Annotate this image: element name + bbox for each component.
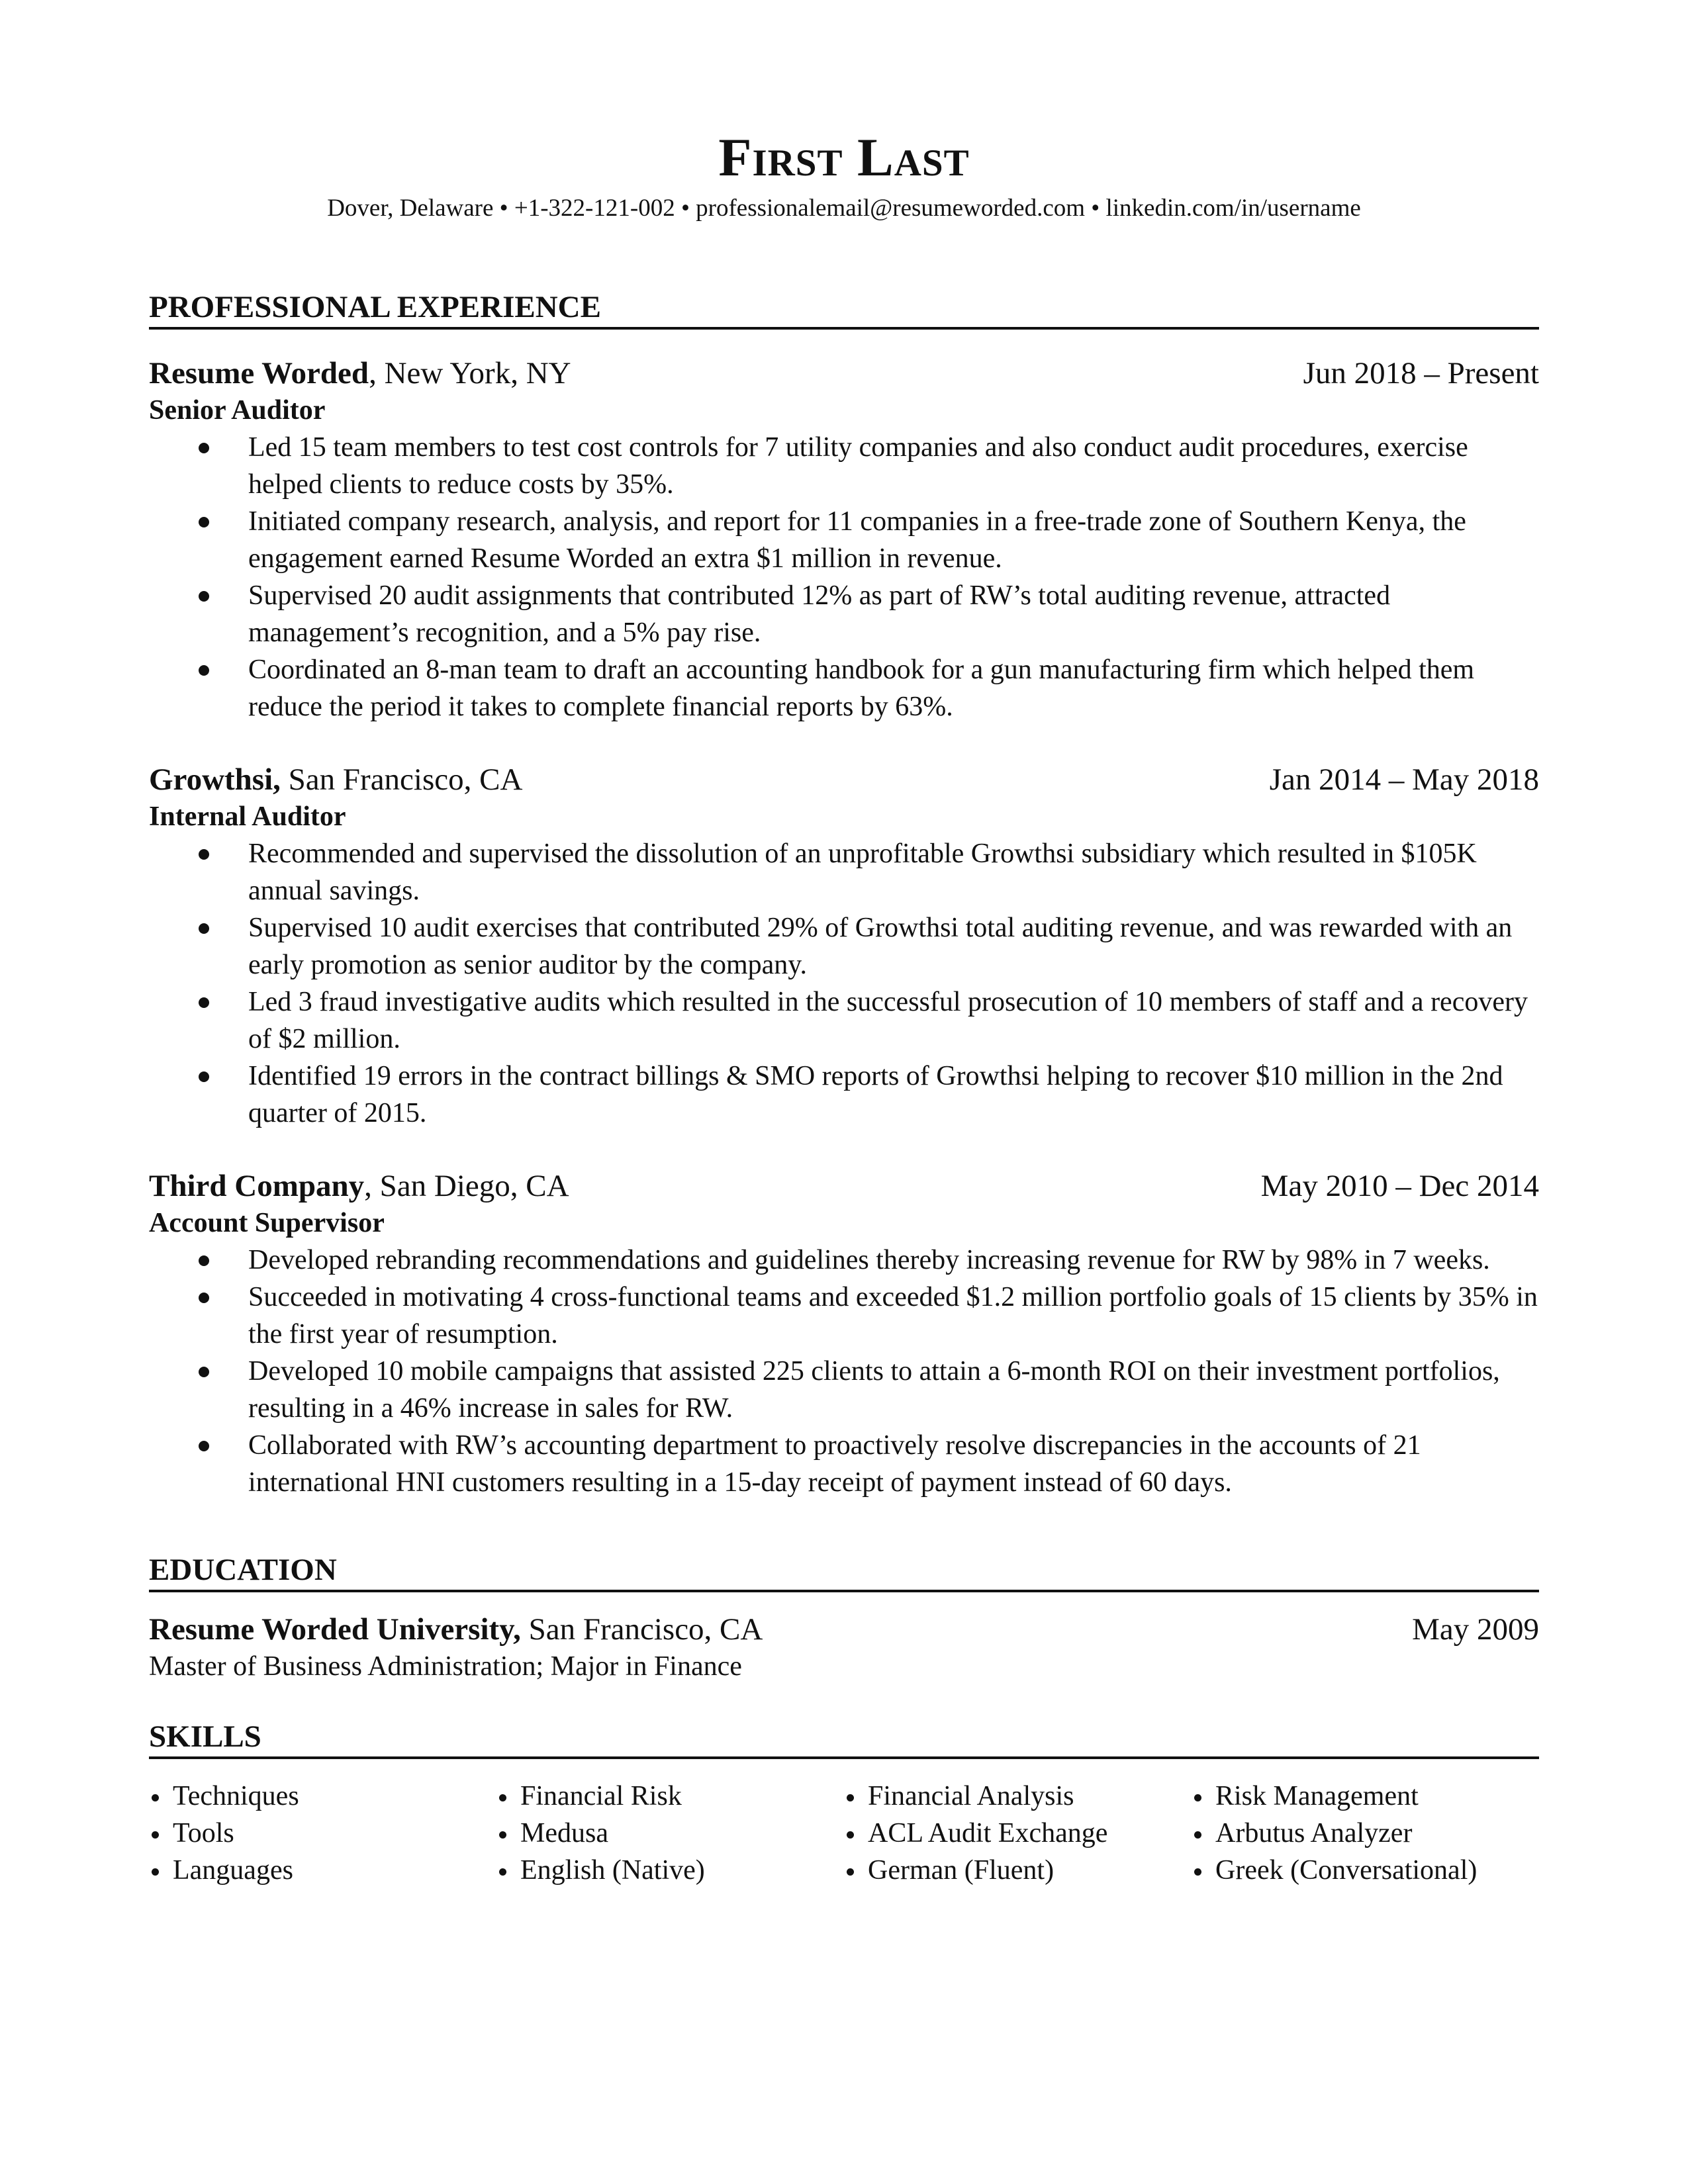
bullet-dot-icon	[199, 517, 209, 527]
job-location: San Francisco, CA	[280, 762, 523, 797]
bullet-dot-icon	[199, 1367, 209, 1377]
bullet-dot-icon	[152, 1831, 159, 1839]
job-bullets	[149, 429, 1539, 725]
resume-content	[149, 0, 1539, 1889]
bullet-dot-icon	[499, 1868, 506, 1876]
job-location: , New York, NY	[369, 356, 571, 390]
bullet-dot-icon	[1194, 1831, 1201, 1839]
experience-heading: PROFESSIONAL EXPERIENCE	[149, 289, 1539, 330]
skill-item	[844, 1852, 1192, 1889]
bullet-text: Succeeded in motivating 4 cross-functional teams and exceeded $1.2 million portfolio goals of 15 clients by 35% in the first year of resumption.	[248, 1282, 1538, 1349]
bullet-dot-icon	[499, 1794, 506, 1801]
job-bullet	[149, 651, 1539, 725]
job-header	[149, 761, 1539, 798]
bullet-dot-icon	[199, 1071, 209, 1082]
skill-item	[149, 1778, 496, 1815]
skill-text: Languages	[173, 1855, 293, 1886]
job-dates: Jun 2018 – Present	[1303, 356, 1539, 390]
job-bullet	[149, 1427, 1539, 1501]
bullet-dot-icon	[1194, 1868, 1201, 1876]
skills-column	[149, 1778, 496, 1889]
bullet-text: Collaborated with RW’s accounting department to proactively resolve discrepancies in the accounts of 21 international HNI customers resulting in a 15-day receipt of payment instead of 60 days.	[248, 1430, 1421, 1498]
bullet-text: Led 15 team members to test cost controls for 7 utility companies and also conduct audit procedures, exercise helped clients to reduce costs by 35%.	[248, 432, 1468, 500]
job-dates: Jan 2014 – May 2018	[1269, 762, 1539, 797]
job-company: Third Company	[149, 1169, 365, 1203]
bullet-dot-icon	[199, 849, 209, 860]
skills-column	[496, 1778, 844, 1889]
job-dates: May 2010 – Dec 2014	[1260, 1169, 1539, 1203]
education-header	[149, 1611, 1539, 1648]
skill-item	[496, 1852, 844, 1889]
skills-heading: SKILLS	[149, 1718, 1539, 1759]
skills-column	[1192, 1778, 1539, 1889]
education-location: San Francisco, CA	[520, 1612, 763, 1647]
skill-text: Risk Management	[1215, 1781, 1419, 1811]
skill-item	[496, 1815, 844, 1852]
bullet-text: Initiated company research, analysis, and report for 11 companies in a free-trade zone of Southern Kenya, the engagement earned Resume Worded an extra $1 million in revenue.	[248, 506, 1466, 574]
skill-text: English (Native)	[520, 1855, 705, 1886]
bullet-dot-icon	[847, 1794, 854, 1801]
job-header	[149, 1167, 1539, 1205]
skill-item	[1192, 1815, 1539, 1852]
bullet-dot-icon	[499, 1831, 506, 1839]
skill-text: German (Fluent)	[868, 1855, 1055, 1886]
job-bullet	[149, 429, 1539, 503]
skill-item	[149, 1815, 496, 1852]
candidate-name: First Last	[718, 127, 970, 187]
bullet-dot-icon	[199, 665, 209, 676]
job-entry	[149, 355, 1539, 725]
job-company-line	[149, 1167, 569, 1205]
skills-grid	[149, 1778, 1539, 1889]
bullet-dot-icon	[152, 1794, 159, 1801]
job-entry	[149, 761, 1539, 1132]
job-company: Resume Worded	[149, 356, 369, 390]
job-entry	[149, 1167, 1539, 1501]
education-section	[149, 1551, 1539, 1685]
bullet-dot-icon	[1194, 1794, 1201, 1801]
job-bullet	[149, 1353, 1539, 1427]
education-date: May 2009	[1412, 1612, 1539, 1647]
job-bullets	[149, 1242, 1539, 1501]
experience-section	[149, 289, 1539, 1501]
bullet-text: Supervised 20 audit assignments that contributed 12% as part of RW’s total auditing revenue, attracted management’s recognition, and a 5% pay rise.	[248, 580, 1391, 648]
bullet-text: Led 3 fraud investigative audits which resulted in the successful prosecution of 10 members of staff and a recovery of $2 million.	[248, 987, 1528, 1054]
skill-text: Greek (Conversational)	[1215, 1855, 1477, 1886]
contact-line: Dover, Delaware • +1-322-121-002 • professionalemail@resumeworded.com • linkedin.com/in/username	[327, 195, 1361, 222]
skill-item	[496, 1778, 844, 1815]
job-company-line	[149, 761, 522, 798]
job-role: Internal Auditor	[149, 801, 346, 832]
job-bullet	[149, 835, 1539, 909]
job-bullet	[149, 503, 1539, 577]
bullet-dot-icon	[847, 1831, 854, 1839]
education-heading: EDUCATION	[149, 1551, 1539, 1592]
job-location: , San Diego, CA	[364, 1169, 569, 1203]
job-header	[149, 355, 1539, 392]
job-bullet	[149, 983, 1539, 1058]
bullet-text: Recommended and supervised the dissolution of an unprofitable Growthsi subsidiary which resulted in $105K annual savings.	[248, 839, 1477, 906]
job-bullets	[149, 835, 1539, 1132]
bullet-dot-icon	[847, 1868, 854, 1876]
job-company-line	[149, 355, 571, 392]
job-role: Senior Auditor	[149, 395, 326, 426]
bullet-dot-icon	[199, 1293, 209, 1303]
job-bullet	[149, 1242, 1539, 1279]
bullet-text: Supervised 10 audit exercises that contributed 29% of Growthsi total auditing revenue, and was rewarded with an early promotion as senior auditor by the company.	[248, 913, 1513, 980]
bullet-dot-icon	[199, 591, 209, 602]
bullet-dot-icon	[199, 1441, 209, 1451]
bullet-dot-icon	[152, 1868, 159, 1876]
skill-text: Tools	[173, 1818, 234, 1848]
skill-text: ACL Audit Exchange	[868, 1818, 1108, 1848]
job-bullet	[149, 577, 1539, 651]
education-school: Resume Worded University,	[149, 1612, 521, 1647]
skill-text: Financial Risk	[520, 1781, 682, 1811]
job-bullet	[149, 1058, 1539, 1132]
skill-text: Arbutus Analyzer	[1215, 1818, 1413, 1848]
skill-item	[149, 1852, 496, 1889]
job-role: Account Supervisor	[149, 1208, 385, 1238]
bullet-text: Identified 19 errors in the contract billings & SMO reports of Growthsi helping to recover $10 million in the 2nd quarter of 2015.	[248, 1061, 1503, 1128]
skills-column	[844, 1778, 1192, 1889]
skill-item	[844, 1778, 1192, 1815]
skill-item	[844, 1815, 1192, 1852]
education-school-line	[149, 1611, 763, 1648]
skill-item	[1192, 1852, 1539, 1889]
bullet-text: Developed 10 mobile campaigns that assisted 225 clients to attain a 6-month ROI on their investment portfolios, resulting in a 46% increase in sales for RW.	[248, 1356, 1500, 1424]
bullet-dot-icon	[199, 923, 209, 934]
skill-text: Medusa	[520, 1818, 608, 1848]
job-bullet	[149, 1279, 1539, 1353]
job-company: Growthsi,	[149, 762, 281, 797]
bullet-dot-icon	[199, 997, 209, 1008]
bullet-dot-icon	[199, 1255, 209, 1266]
job-bullet	[149, 909, 1539, 983]
skills-section	[149, 1718, 1539, 1889]
bullet-text: Developed rebranding recommendations and guidelines thereby increasing revenue for RW by 98% in 7 weeks.	[248, 1245, 1490, 1275]
skill-item	[1192, 1778, 1539, 1815]
bullet-text: Coordinated an 8-man team to draft an accounting handbook for a gun manufacturing firm which helped them reduce the period it takes to complete financial reports by 63%.	[248, 655, 1475, 722]
bullet-dot-icon	[199, 443, 209, 453]
skill-text: Financial Analysis	[868, 1781, 1074, 1811]
skill-text: Techniques	[173, 1781, 299, 1811]
education-degree: Master of Business Administration; Major in Finance	[149, 1651, 742, 1682]
